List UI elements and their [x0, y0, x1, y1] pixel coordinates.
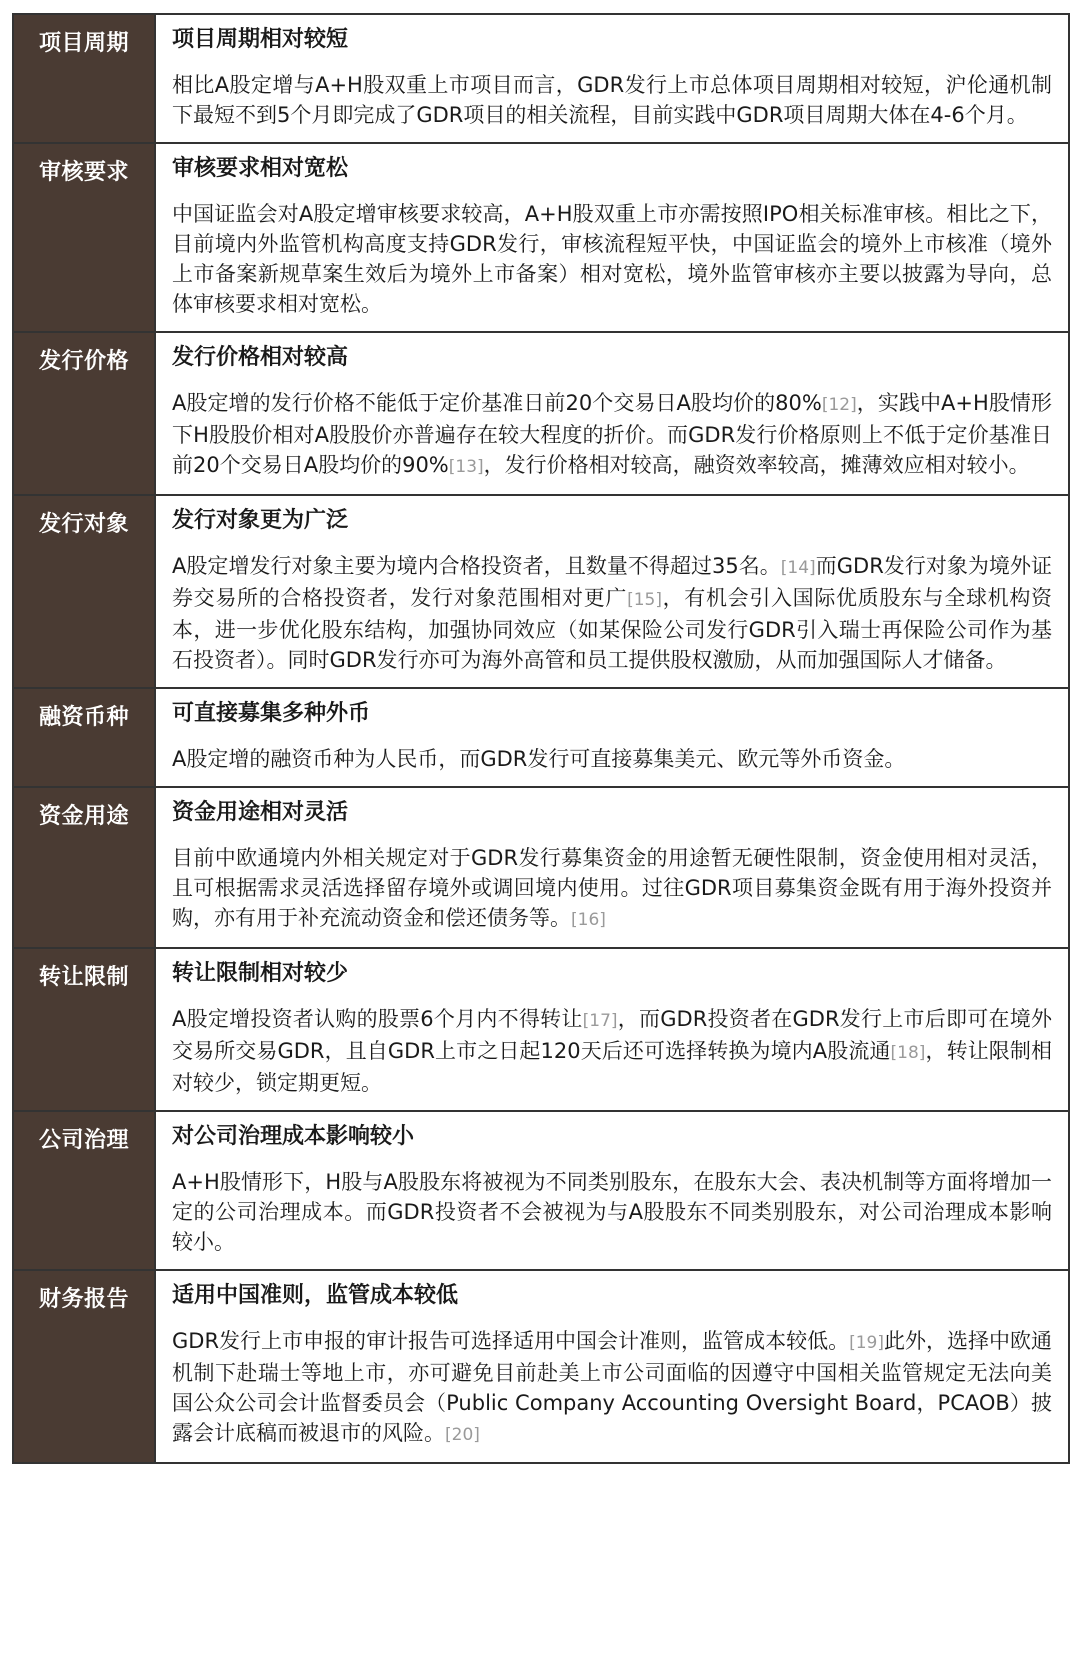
body-text: GDR发行上市申报的审计报告可选择适用中国会计准则，监管成本较低。 [172, 1329, 850, 1353]
row-label: 资金用途 [14, 788, 156, 947]
row-heading: 对公司治理成本影响较小 [172, 1124, 415, 1149]
body-text: ，而GDR投资者在GDR发行上市后即可在境外交易所交易GDR，且自GDR上市之日起120天后还可选择转换为境内A股流通 [172, 1007, 1052, 1063]
row-label: 公司治理 [14, 1112, 156, 1269]
table-row [14, 1269, 1068, 1462]
table-row [14, 947, 1068, 1110]
row-body [172, 843, 1052, 935]
row-body [172, 199, 1052, 319]
body-text: A+H股情形下，H股与A股股东将被视为不同类别股东，在股东大会、表决机制等方面将增加一定的公司治理成本。而GDR投资者不会被视为与A股股东不同类别股东，对公司治理成本影响较小。 [172, 1170, 1052, 1254]
table-row [14, 331, 1068, 494]
row-heading: 资金用途相对灵活 [172, 800, 349, 825]
row-heading: 发行价格相对较高 [172, 345, 349, 370]
body-text: 而GDR发行对象为境外证券交易所的合格投资者，发行对象范围相对更广 [172, 554, 1052, 610]
footnote-reference[interactable]: [15] [627, 590, 662, 610]
body-text: ，实践中A+H股情形下H股股价相对A股股价亦普遍存在较大程度的折价。而GDR发行价格原则上不低于定价基准日前20个交易日A股均价的90% [172, 391, 1052, 477]
row-content [156, 144, 1068, 331]
body-text: A股定增发行对象主要为境内合格投资者，且数量不得超过35名。 [172, 554, 781, 578]
table-row [14, 142, 1068, 331]
footnote-reference[interactable]: [18] [890, 1043, 926, 1063]
row-content [156, 333, 1068, 494]
row-heading: 审核要求相对宽松 [172, 156, 349, 181]
row-label: 项目周期 [14, 15, 156, 142]
body-text: A股定增的融资币种为人民币，而GDR发行可直接募集美元、欧元等外币资金。 [172, 747, 906, 771]
row-body [172, 551, 1052, 675]
body-text: ，转让限制相对较少，锁定期更短。 [172, 1039, 1053, 1095]
row-label: 融资币种 [14, 689, 156, 786]
footnote-reference[interactable]: [20] [445, 1425, 480, 1445]
table-row [14, 1110, 1068, 1269]
row-body [172, 744, 1052, 774]
comparison-table [12, 13, 1070, 1464]
row-label: 发行对象 [14, 496, 156, 687]
row-content [156, 496, 1068, 687]
body-text: A股定增的发行价格不能低于定价基准日前20个交易日A股均价的80% [172, 391, 822, 415]
row-content [156, 788, 1068, 947]
row-heading: 可直接募集多种外币 [172, 701, 371, 726]
row-label: 转让限制 [14, 949, 156, 1110]
footnote-reference[interactable]: [19] [849, 1333, 884, 1353]
row-body [172, 70, 1052, 130]
row-body [172, 1326, 1052, 1450]
table-row [14, 494, 1068, 687]
row-heading: 发行对象更为广泛 [172, 508, 349, 533]
body-text: A股定增投资者认购的股票6个月内不得转让 [172, 1007, 583, 1031]
row-heading: 项目周期相对较短 [172, 27, 349, 52]
row-body [172, 388, 1052, 482]
row-body [172, 1167, 1052, 1257]
footnote-reference[interactable]: [13] [448, 457, 484, 477]
body-text: 此外，选择中欧通机制下赴瑞士等地上市，亦可避免目前赴美上市公司面临的因遵守中国相关监管规定无法向美国公众公司会计监督委员会（Public Company Accounting Oversight Board，PCAOB）披露会计底稿而被退市的风险。 [172, 1329, 1052, 1445]
row-label: 发行价格 [14, 333, 156, 494]
body-text: ，发行价格相对较高，融资效率较高，摊薄效应相对较小。 [483, 453, 1030, 477]
table-row [14, 687, 1068, 786]
body-text: ，有机会引入国际优质股东与全球机构资本，进一步优化股东结构，加强协同效应（如某保险公司发行GDR引入瑞士再保险公司作为基石投资者）。同时GDR发行亦可为海外高管和员工提供股权激励，从而加强国际人才储备。 [172, 586, 1053, 672]
body-text: 相比A股定增与A+H股双重上市项目而言，GDR发行上市总体项目周期相对较短，沪伦通机制下最短不到5个月即完成了GDR项目的相关流程，目前实践中GDR项目周期大体在4-6个月。 [172, 73, 1052, 127]
row-content [156, 1271, 1068, 1462]
footnote-reference[interactable]: [17] [582, 1011, 618, 1031]
footnote-reference[interactable]: [12] [821, 395, 857, 415]
row-body [172, 1004, 1052, 1098]
body-text: 目前中欧通境内外相关规定对于GDR发行募集资金的用途暂无硬性限制，资金使用相对灵活，且可根据需求灵活选择留存境外或调回境内使用。过往GDR项目募集资金既有用于海外投资并购，亦有用于补充流动资金和偿还债务等。 [172, 846, 1052, 930]
row-content [156, 1112, 1068, 1269]
row-label: 财务报告 [14, 1271, 156, 1462]
row-content [156, 15, 1068, 142]
footnote-reference[interactable]: [14] [780, 558, 816, 578]
table-row [14, 15, 1068, 142]
body-text: 中国证监会对A股定增审核要求较高，A+H股双重上市亦需按照IPO相关标准审核。相比之下，目前境内外监管机构高度支持GDR发行，审核流程短平快，中国证监会的境外上市核准（境外上市备案新规草案生效后为境外上市备案）相对宽松，境外监管审核亦主要以披露为导向，总体审核要求相对宽松。 [172, 202, 1052, 316]
row-heading: 适用中国准则，监管成本较低 [172, 1283, 459, 1308]
row-content [156, 689, 1068, 786]
row-heading: 转让限制相对较少 [172, 961, 349, 986]
row-label: 审核要求 [14, 144, 156, 331]
footnote-reference[interactable]: [16] [571, 910, 606, 930]
table-row [14, 786, 1068, 947]
row-content [156, 949, 1068, 1110]
